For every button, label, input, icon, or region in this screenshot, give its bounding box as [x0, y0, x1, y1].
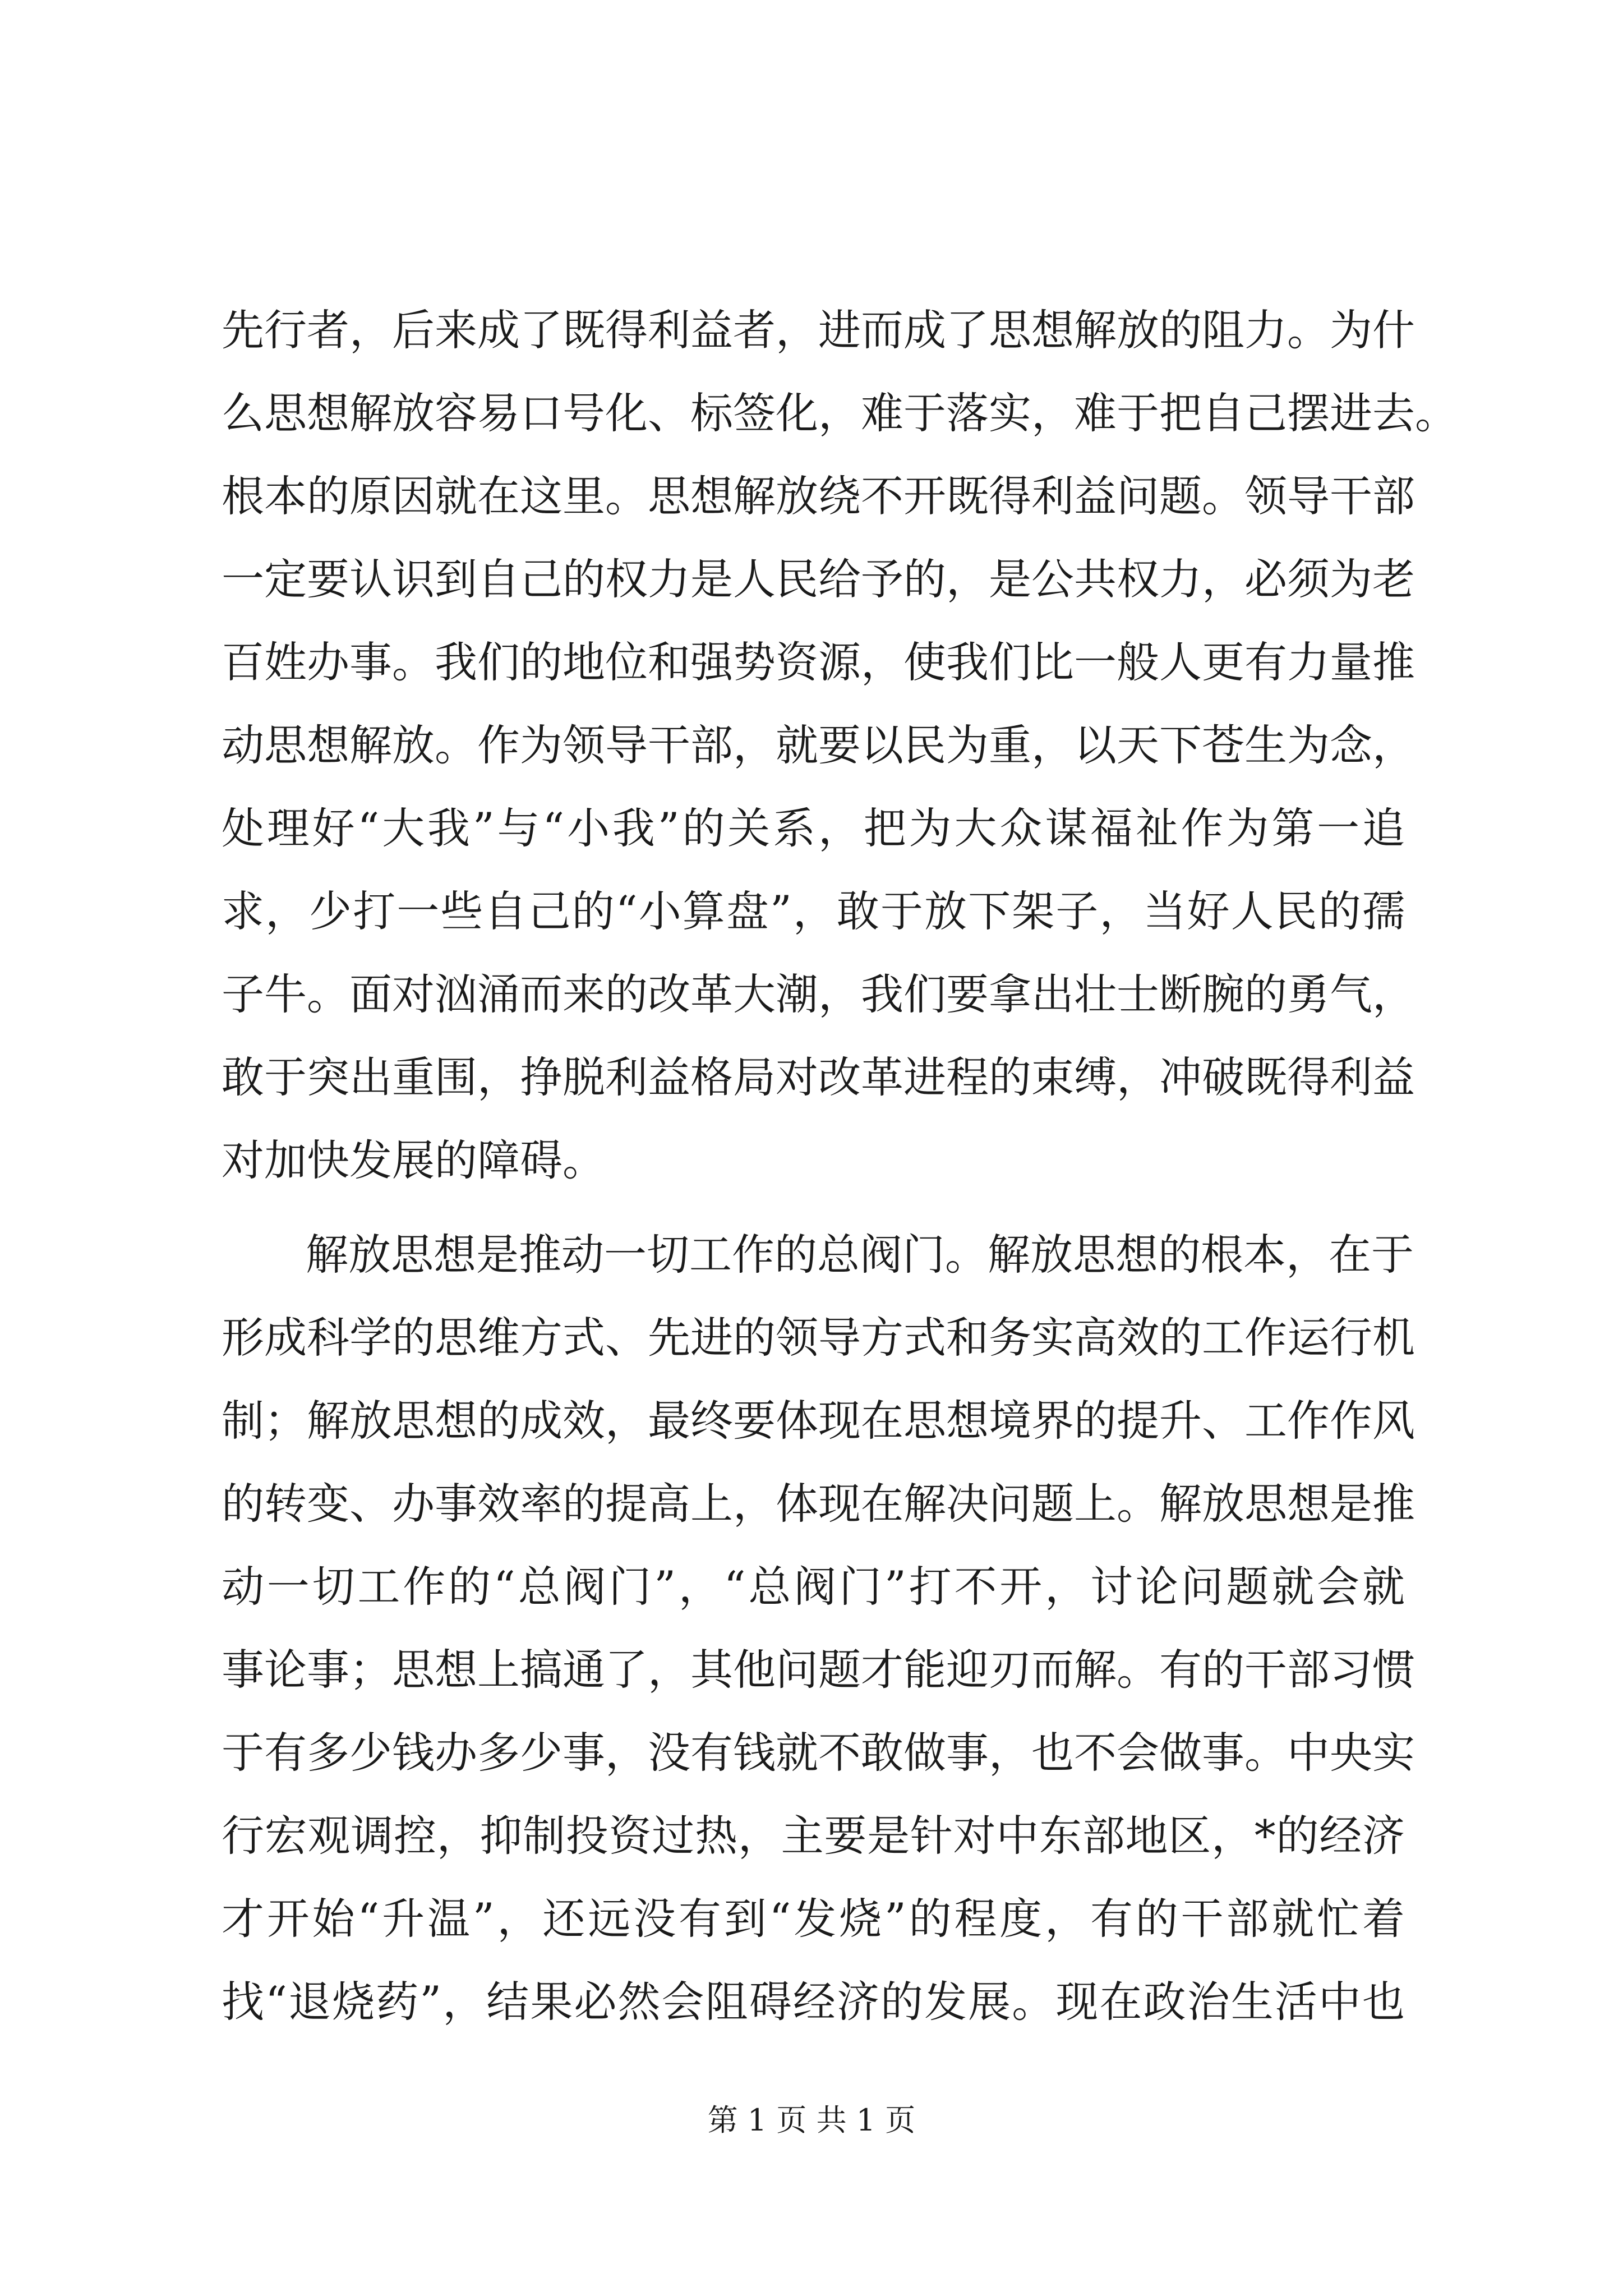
text-line: 解放思想是推动一切工作的总阀门。解放思想的根本，在于 [306, 1230, 1414, 1280]
text-line: 一定要认识到自己的权力是人民给予的，是公共权力，必须为老 [222, 554, 1415, 604]
page-footer [0, 2101, 1623, 2140]
text-line: 子牛。面对汹涌而来的改革大潮，我们要拿出壮士断腕的勇气， [222, 969, 1415, 1019]
text-line: 求，少打一些自己的“小算盘”，敢于放下架子，当好人民的孺 [222, 886, 1405, 936]
page-number-label: 第 1 页 共 1 页 [707, 2102, 916, 2138]
text-line: 事论事；思想上搞通了，其他问题才能迎刃而解。有的干部习惯 [222, 1645, 1415, 1695]
document-body [222, 289, 1458, 2044]
text-line: 找“退烧药”，结果必然会阻碍经济的发展。现在政治生活中也 [222, 1977, 1405, 2027]
text-line: 动思想解放。作为领导干部，就要以民为重，以天下苍生为念， [222, 720, 1415, 770]
text-line: 于有多少钱办多少事，没有钱就不敢做事，也不会做事。中央实 [222, 1728, 1415, 1778]
text-line: 敢于突出重围，挣脱利益格局对改革进程的束缚，冲破既得利益 [222, 1052, 1415, 1102]
text-line: 的转变、办事效率的提高上，体现在解决问题上。解放思想是推 [222, 1479, 1415, 1529]
text-line: 处理好“大我”与“小我”的关系，把为大众谋福祉作为第一追 [222, 803, 1405, 853]
text-line: 动一切工作的“总阀门”，“总阀门”打不开，讨论问题就会就 [222, 1562, 1405, 1612]
text-line: 百姓办事。我们的地位和强势资源，使我们比一般人更有力量推 [222, 637, 1415, 687]
paragraph-gap [222, 1202, 1405, 1213]
text-line: 才开始“升温”，还远没有到“发烧”的程度，有的干部就忙着 [222, 1894, 1405, 1944]
paragraph [222, 1213, 1415, 2044]
text-line: 行宏观调控，抑制投资过热，主要是针对中东部地区，*的经济 [222, 1811, 1405, 1861]
text-line: 形成科学的思维方式、先进的领导方式和务实高效的工作运行机 [222, 1313, 1415, 1363]
text-line: 先行者，后来成了既得利益者，进而成了思想解放的阻力。为什 [222, 305, 1415, 355]
paragraph [222, 289, 1458, 1202]
text-line: 制；解放思想的成效，最终要体现在思想境界的提升、工作作风 [222, 1396, 1415, 1446]
text-line: 对加快发展的障碍。 [222, 1135, 605, 1185]
text-line: 根本的原因就在这里。思想解放绕不开既得利益问题。领导干部 [222, 471, 1415, 521]
text-line: 么思想解放容易口号化、标签化，难于落实，难于把自己摆进去。 [222, 388, 1458, 438]
